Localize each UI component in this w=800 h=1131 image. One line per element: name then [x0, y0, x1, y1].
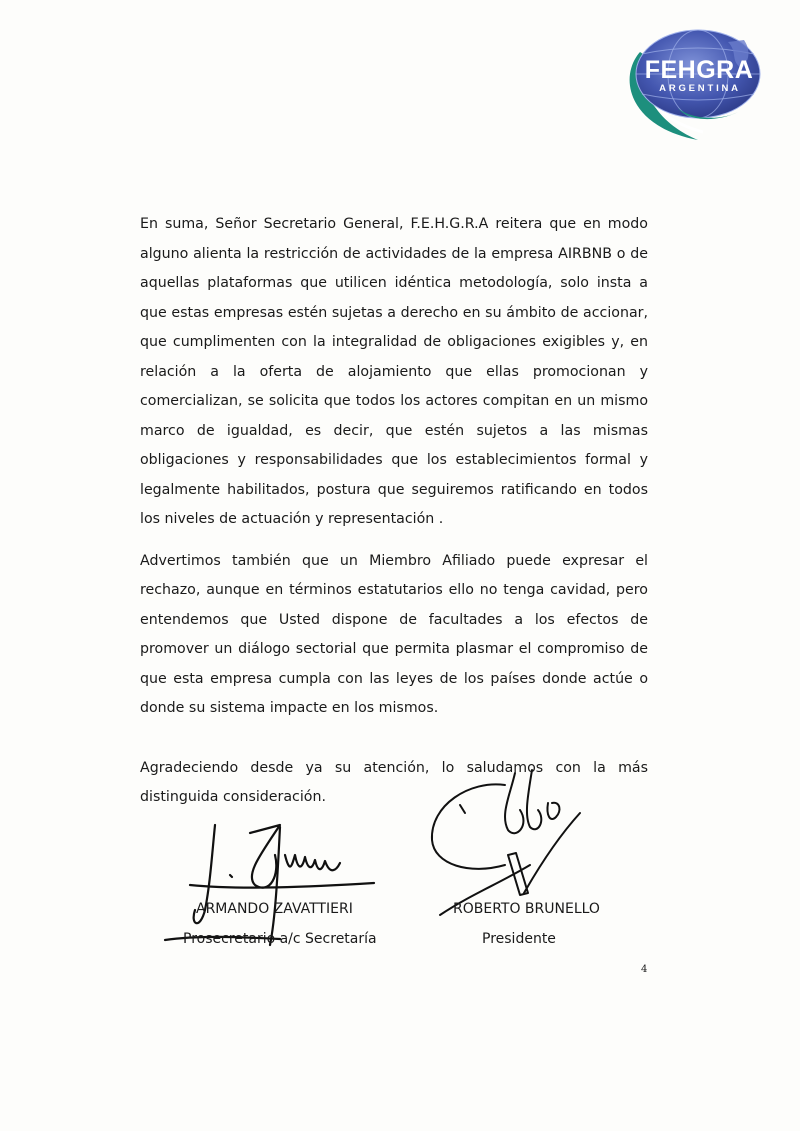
- logo-subtitle: ARGENTINA: [659, 83, 741, 94]
- page-number: 4: [641, 964, 648, 975]
- paragraph-1: En suma, Señor Secretario General, F.E.H.G.R.A reitera que en modo alguno alienta la restricción de actividades de la empresa AIRBNB o de aquellas plataformas que utilicen idéntica metodología, solo insta a que estas empresas estén sujetas a derecho en su ámbito de accionar, que cumplimenten con la integralidad de obligaciones exigibles y, en relación a la oferta de alojamiento que ellas promocionan y comercializan, se solicita que todos los actores compitan en un mismo marco de igualdad, es decir, que estén sujetos a las mismas obligaciones y responsabilidades que los establecimientos formal y legalmente habilitados, postura que seguiremos ratificando en todos los niveles de actuación y representación .: [140, 216, 648, 527]
- signatory-2-title: Presidente: [482, 931, 556, 947]
- paragraph-2: Advertimos también que un Miembro Afiliado puede expresar el rechazo, aunque en términos estatutarios ello no tenga cavidad, pero entendemos que Usted dispone de facultades a los efectos de promover un diálogo sectorial que permita plasmar el compromiso de que esta empresa cumpla con las leyes de los países donde actúe o donde su sistema impacte en los mismos.: [140, 552, 648, 716]
- signatory-1-name: ARMANDO ZAVATTIERI: [196, 901, 353, 917]
- fehgra-logo: [618, 22, 768, 152]
- paragraph-closing: Agradeciendo desde ya su atención, lo saludamos con la más distinguida consideración.: [140, 759, 648, 805]
- logo-wordmark: FEHGRA: [644, 56, 754, 84]
- signatory-1-title: Prosecretario a/c Secretaría: [183, 931, 377, 947]
- signatory-2-name: ROBERTO BRUNELLO: [453, 901, 600, 917]
- letter-body: [140, 210, 648, 813]
